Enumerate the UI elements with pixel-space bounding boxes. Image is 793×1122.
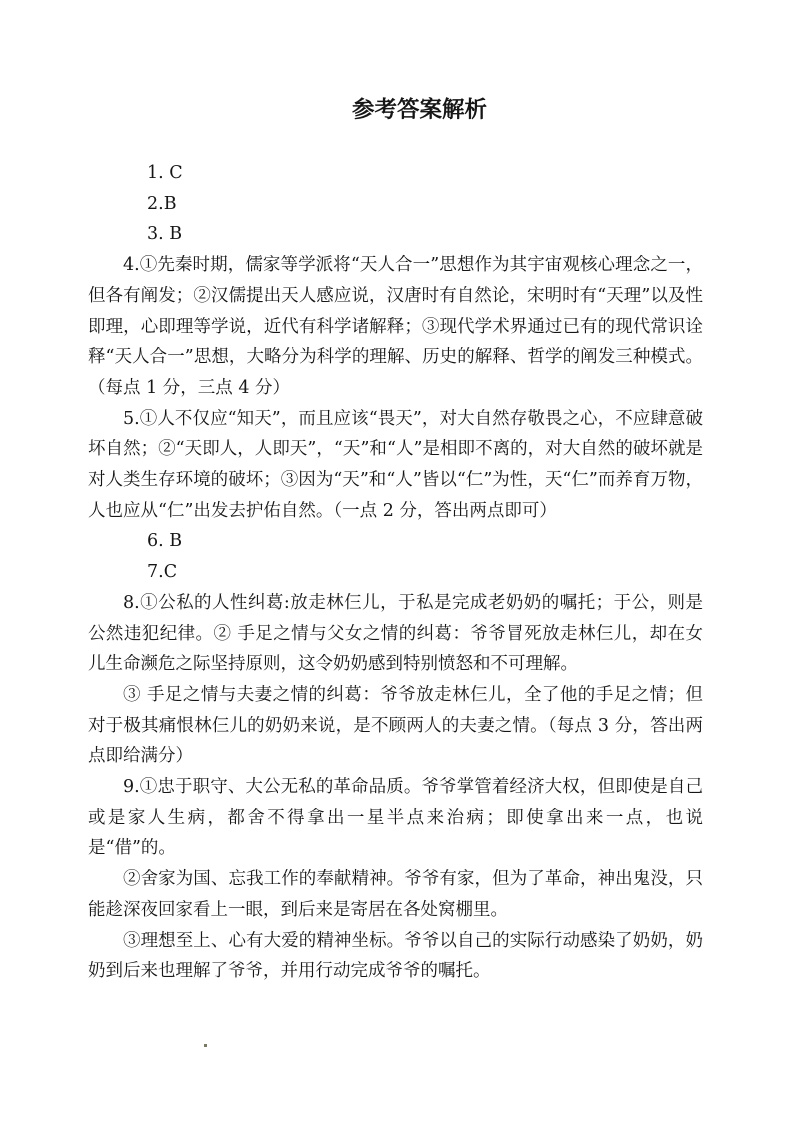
- answer-paragraph-11: ②舍家为国、忘我工作的奉献精神。爷爷有家，但为了革命，神出鬼没，只能趁深夜回家看上一眼，到后来是寄居在各处窝棚里。: [88, 869, 703, 920]
- answer-paragraph-4: 4.①先秦时期，儒家等学派将“天人合一”思想作为其宇宙观核心理念之一，但各有阐发；②汉儒提出天人感应说，汉唐时有自然论，宋明时有“天理”以及性即理，心即理等学说，近代有科学诸解释；③现代学术界通过已有的现代常识诠释“天人合一”思想，大略分为科学的理解、历史的解释、哲学的阐发三种模式。（每点 1 分，三点 4 分）: [88, 255, 703, 398]
- answer-paragraph-5: 5.①人不仅应“知天”，而且应该“畏天”，对大自然存敬畏之心，不应肆意破坏自然；②“天即人，人即天”，“天”和“人”是相即不离的，对大自然的破坏就是对人类生存环境的破坏；③因为“天”和“人”皆以“仁”为性，天“仁”而养育万物，人也应从“仁”出发去护佑自然。（一点 2 分，答出两点即可）: [88, 408, 703, 521]
- document-body: [88, 158, 703, 987]
- answer-paragraph-2: 2.B: [147, 193, 177, 214]
- answer-paragraph-9: ③ 手足之情与夫妻之情的纠葛：爷爷放走林仨儿，全了他的手足之情；但对于极其痛恨林仨儿的奶奶来说，是不顾两人的夫妻之情。（每点 3 分，答出两点即给满分）: [88, 684, 703, 767]
- stray-mark: [204, 1044, 207, 1047]
- answer-paragraph-10: 9.①忠于职守、大公无私的革命品质。爷爷掌管着经济大权，但即使是自己或是家人生病，都舍不得拿出一星半点来治病；即使拿出来一点，也说是“借”的。: [88, 777, 703, 859]
- answer-paragraph-6: 6. B: [147, 531, 183, 552]
- answer-paragraph-8: 8.①公私的人性纠葛:放走林仨儿，于私是完成老奶奶的嘱托；于公，则是公然违犯纪律。② 手足之情与父女之情的纠葛：爷爷冒死放走林仨儿，却在女儿生命濒危之际坚持原则，这令奶奶感到特别愤怒和不可理解。: [88, 592, 703, 675]
- answer-paragraph-7: 7.C: [147, 562, 178, 583]
- answer-paragraph-3: 3. B: [147, 224, 183, 245]
- answer-paragraph-1: 1. C: [147, 163, 183, 183]
- answer-paragraph-12: ③理想至上、心有大爱的精神坐标。爷爷以自己的实际行动感染了奶奶，奶奶到后来也理解了爷爷，并用行动完成爷爷的嘱托。: [88, 930, 703, 982]
- page-title: 参考答案解析: [351, 97, 487, 123]
